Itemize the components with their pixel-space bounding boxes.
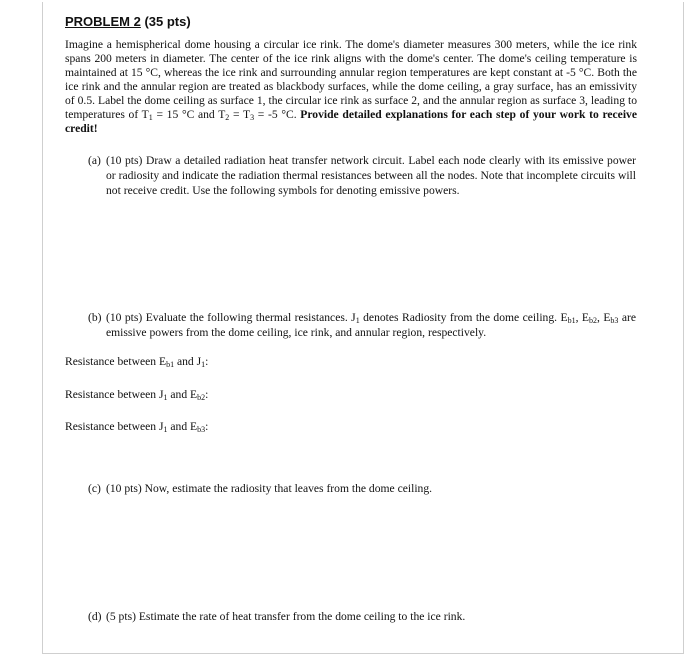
intro-sub-3: 3 [250,113,255,122]
intro-bold-instruction: Provide detailed explanations for each step of your work to receive credit! [65,108,637,135]
part-b-label: (b) [88,311,102,324]
intro-sub-2: 2 [225,113,230,122]
problem-content [65,14,637,136]
intro-text-2: = 15 °C and T [152,108,226,121]
intro-sub-1: 1 [148,113,153,122]
problem-points: (35 pts) [144,14,191,29]
problem-intro [65,38,637,136]
part-a [88,153,636,198]
part-b-text: (10 pts) Evaluate the following thermal resistances. $J_1$ denotes Radiosity from the dome ceiling. $E_{b1}$, $E_{b2}$, $E_{b3}$ are emissive powers from the dome ceiling, ice rink, and annular region, respectively. [106,311,636,339]
resistance-j1-eb2: Resistance between $J_1$ and $E_{b2}$: [65,388,209,402]
part-c-label: (c) [88,482,101,495]
part-d-label: (d) [88,610,102,623]
problem-number: PROBLEM 2 [65,14,141,29]
intro-text-1: Imagine a hemispherical dome housing a circular ice rink. The dome's diameter measures 300 meters, while the ice rink spans 200 meters in diameter. The center of the ice rink aligns with the dome's center. The dome's ceiling temperature is maintained at 15 °C, whereas the ice rink and surrounding annular region temperatures are kept constant at -5 °C. Both the ice rink and the annular region are treated as blackbody surfaces, while the dome ceiling, a gray surface, has an emissivity of 0.5. Label the dome ceiling as surface 1, the circular ice rink as surface 2, and the annular region as surface 3, leading to temperatures of T [65,38,637,121]
part-c-text: (10 pts) Now, estimate the radiosity that leaves from the dome ceiling. [106,482,433,495]
part-c [88,481,636,496]
intro-text-3: = T [229,108,251,121]
resistance-eb1-j1: Resistance between $E_{b1}$ and $J_1$: [65,355,209,369]
part-d [88,609,636,624]
part-a-text: (10 pts) Draw a detailed radiation heat transfer network circuit. Label each node clearly with its emissive power or radiosity and indicate the radiation thermal resistances between all the nodes. Note that incomplete circuits will not receive credit. Use the following symbols for denoting emissive powers. [106,154,636,197]
part-b [88,310,636,340]
part-d-text: (5 pts) Estimate the rate of heat transfer from the dome ceiling to the ice rink. [106,610,466,623]
intro-text-4: = -5 °C. [254,108,301,121]
resistance-j1-eb3: Resistance between $J_1$ and $E_{b3}$: [65,420,209,434]
part-a-label: (a) [88,154,101,167]
problem-title [65,14,637,30]
